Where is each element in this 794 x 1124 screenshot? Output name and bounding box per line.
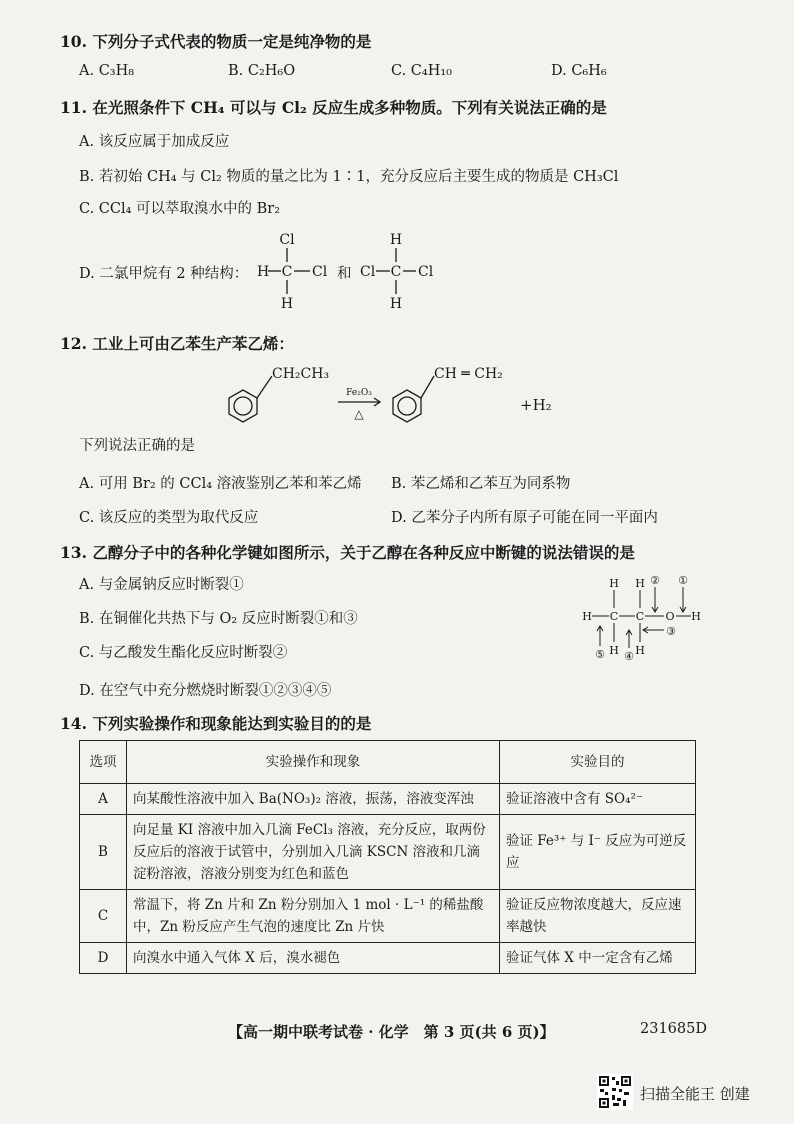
q13-option-c: C. 与乙酸发生酯化反应时断裂② bbox=[79, 645, 288, 661]
svg-text:H: H bbox=[635, 644, 645, 657]
q11-option-c: C. CCl₄ 可以萃取溴水中的 Br₂ bbox=[79, 201, 281, 217]
table-row bbox=[80, 890, 696, 943]
vinyl-group-label: CH ═ CH₂ bbox=[434, 366, 503, 382]
row-aim: 验证气体 X 中一定含有乙烯 bbox=[500, 943, 696, 974]
row-aim: 验证溶液中含有 SO₄²⁻ bbox=[500, 784, 696, 815]
table-row bbox=[80, 943, 696, 974]
qr-code-icon bbox=[597, 1074, 633, 1110]
header-aim: 实验目的 bbox=[500, 741, 696, 784]
svg-text:H: H bbox=[609, 644, 619, 657]
bond-label-1: ① bbox=[678, 574, 688, 587]
bond-label-4: ④ bbox=[624, 650, 634, 663]
row-key: D bbox=[80, 943, 127, 974]
bond-label-3: ③ bbox=[666, 625, 676, 638]
q10-stem: 10. 下列分子式代表的物质一定是纯净物的是 bbox=[60, 32, 372, 51]
svg-text:Cl: Cl bbox=[312, 264, 328, 280]
svg-text:C: C bbox=[390, 264, 402, 280]
q10-option-a: A. C₃H₈ bbox=[79, 63, 135, 79]
svg-text:Cl: Cl bbox=[418, 264, 434, 280]
svg-text:H: H bbox=[257, 264, 270, 280]
q11-option-b: B. 若初始 CH₄ 与 Cl₂ 物质的量之比为 1∶1，充分反应后主要生成的物质是 CH₃Cl bbox=[79, 169, 619, 185]
ethanol-bond-diagram bbox=[574, 572, 704, 664]
bond-label-5: ⑤ bbox=[595, 648, 605, 661]
svg-text:C: C bbox=[281, 264, 293, 280]
q11-and-text: 和 bbox=[337, 266, 352, 282]
row-aim: 验证反应物浓度越大，反应速率越快 bbox=[500, 890, 696, 943]
page-footer-title: 【高一期中联考试卷 · 化学 第 3 页(共 6 页)】 bbox=[228, 1023, 555, 1041]
row-operation: 向足量 KI 溶液中加入几滴 FeCl₃ 溶液，充分反应，取两份反应后的溶液于试管中，分别加入几滴 KSCN 溶液和几滴淀粉溶液，溶液分别变为红色和蓝色 bbox=[127, 815, 500, 890]
q14-stem: 14. 下列实验操作和现象能达到实验目的的是 bbox=[60, 714, 372, 733]
q13-option-d: D. 在空气中充分燃烧时断裂①②③④⑤ bbox=[79, 683, 332, 699]
svg-text:C: C bbox=[609, 610, 619, 623]
row-operation: 向某酸性溶液中加入 Ba(NO₃)₂ 溶液，振荡，溶液变浑浊 bbox=[127, 784, 500, 815]
q11-option-d: D. 二氯甲烷有 2 种结构： bbox=[79, 266, 249, 282]
table-row bbox=[80, 784, 696, 815]
row-key: A bbox=[80, 784, 127, 815]
row-key: B bbox=[80, 815, 127, 890]
table-header-row bbox=[80, 741, 696, 784]
row-aim: 验证 Fe³⁺ 与 I⁻ 反应为可逆反应 bbox=[500, 815, 696, 890]
ethyl-group-label: CH₂CH₃ bbox=[272, 366, 330, 382]
scanner-watermark: 扫描全能王 创建 bbox=[640, 1085, 750, 1103]
table-row bbox=[80, 815, 696, 890]
svg-text:C: C bbox=[635, 610, 645, 623]
heat-symbol: △ bbox=[354, 407, 364, 421]
svg-text:H: H bbox=[389, 232, 403, 248]
q12-option-c: C. 该反应的类型为取代反应 bbox=[79, 510, 259, 526]
svg-text:H: H bbox=[280, 296, 294, 312]
q12-stem: 12. 工业上可由乙苯生产苯乙烯： bbox=[60, 334, 294, 353]
q11-stem: 11. 在光照条件下 CH₄ 可以与 Cl₂ 反应生成多种物质。下列有关说法正确的是 bbox=[60, 98, 607, 117]
q12-option-d: D. 乙苯分子内所有原子可能在同一平面内 bbox=[391, 510, 658, 526]
svg-text:H: H bbox=[582, 610, 592, 623]
svg-text:H: H bbox=[635, 577, 645, 590]
header-option: 选项 bbox=[80, 741, 127, 784]
hydrogen-product: +H₂ bbox=[520, 396, 552, 414]
svg-text:Cl: Cl bbox=[360, 264, 376, 280]
experiment-table bbox=[79, 740, 696, 974]
row-operation: 常温下，将 Zn 片和 Zn 粉分别加入 1 mol · L⁻¹ 的稀盐酸中，Zn 粉反应产生气泡的速度比 Zn 片快 bbox=[127, 890, 500, 943]
svg-text:Cl: Cl bbox=[279, 232, 295, 248]
q13-option-b: B. 在铜催化共热下与 O₂ 反应时断裂①和③ bbox=[79, 611, 358, 627]
q10-option-c: C. C₄H₁₀ bbox=[391, 63, 452, 79]
header-operation: 实验操作和现象 bbox=[127, 741, 500, 784]
catalyst-label: Fe₂O₃ bbox=[346, 388, 372, 398]
q12-option-b: B. 苯乙烯和乙苯互为同系物 bbox=[391, 476, 571, 492]
ethylbenzene-reaction-scheme bbox=[220, 362, 600, 432]
q12-prompt: 下列说法正确的是 bbox=[79, 438, 195, 454]
q13-stem: 13. 乙醇分子中的各种化学键如图所示，关于乙醇在各种反应中断键的说法错误的是 bbox=[60, 543, 635, 562]
svg-text:O: O bbox=[665, 610, 675, 623]
q10-option-b: B. C₂H₆O bbox=[228, 63, 296, 79]
q12-option-a: A. 可用 Br₂ 的 CCl₄ 溶液鉴别乙苯和苯乙烯 bbox=[79, 476, 362, 492]
q10-option-d: D. C₆H₆ bbox=[551, 63, 607, 79]
svg-text:H: H bbox=[609, 577, 619, 590]
svg-text:H: H bbox=[389, 296, 403, 312]
q13-option-a: A. 与金属钠反应时断裂① bbox=[79, 577, 244, 593]
q11-option-a: A. 该反应属于加成反应 bbox=[79, 134, 230, 150]
row-operation: 向溴水中通入气体 X 后，溴水褪色 bbox=[127, 943, 500, 974]
bond-label-2: ② bbox=[650, 574, 660, 587]
row-key: C bbox=[80, 890, 127, 943]
paper-code: 231685D bbox=[640, 1021, 707, 1037]
svg-text:H: H bbox=[691, 610, 701, 623]
